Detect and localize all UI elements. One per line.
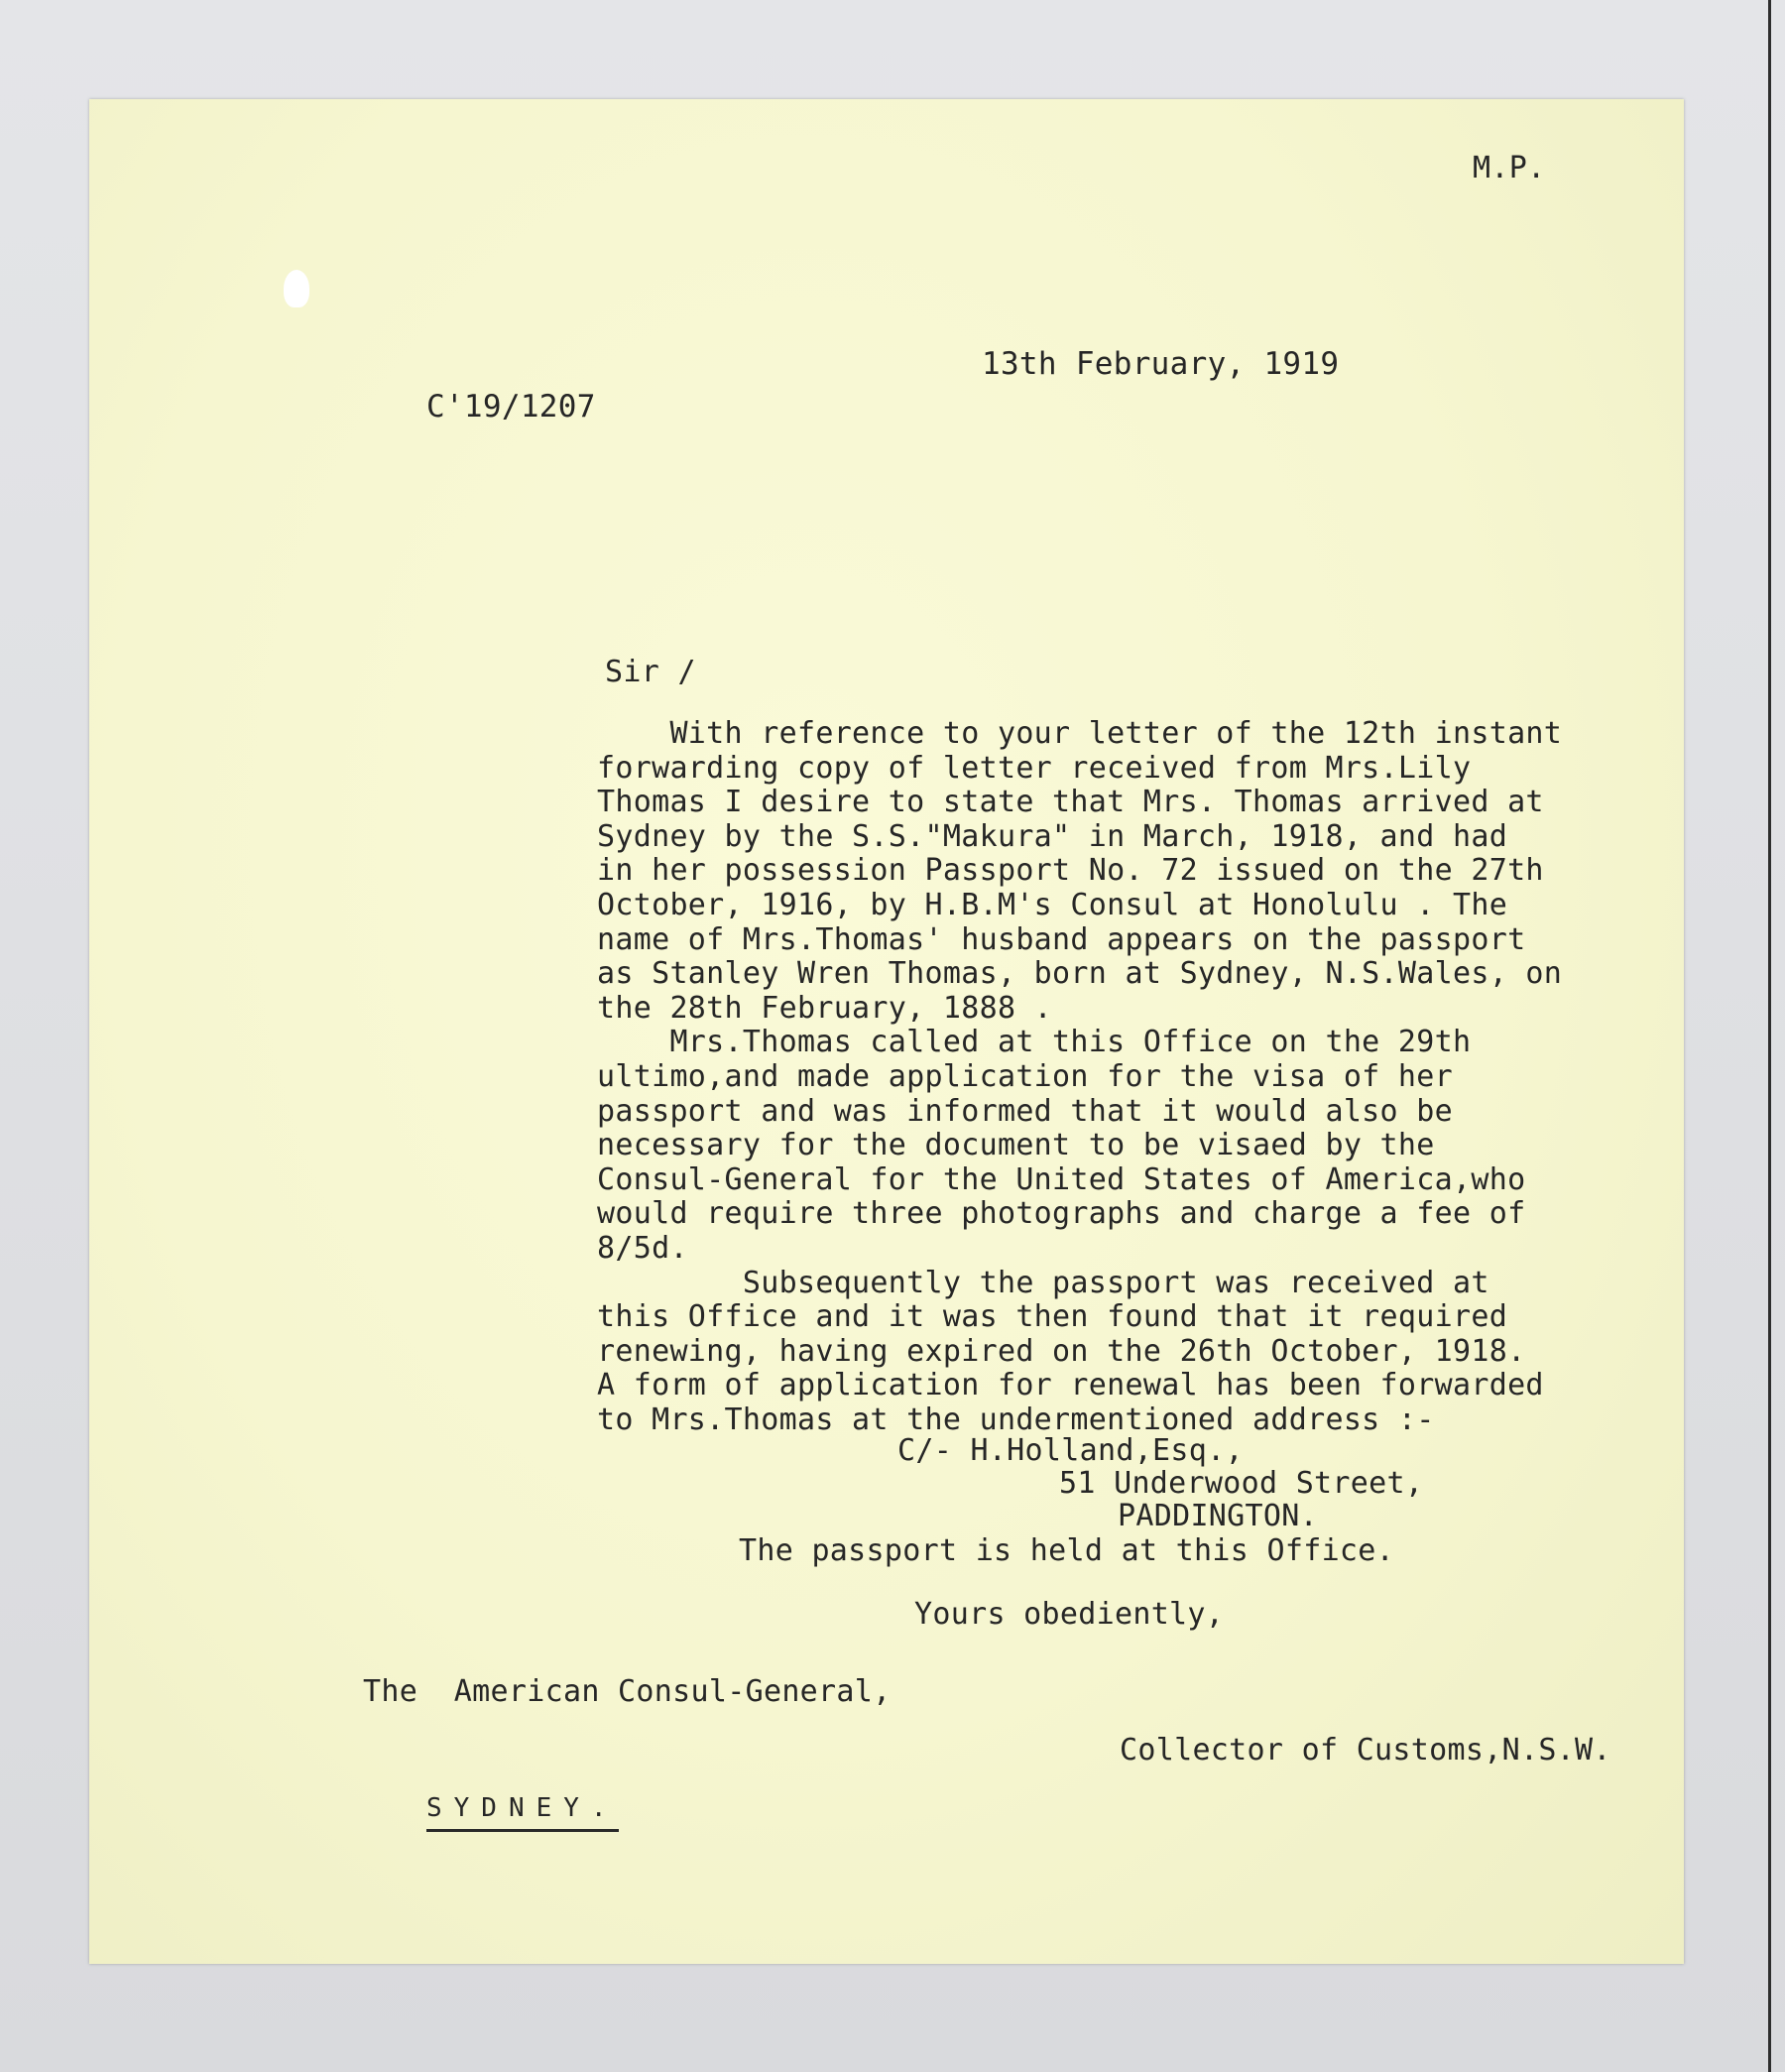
reference-number: C'19/1207 [426,389,596,425]
salutation: Sir / [605,655,696,689]
initials: M.P. [1473,151,1546,185]
body-line: A form of application for renewal has been forwarded [597,1368,1544,1403]
body-line: ultimo,and made application for the visa of her [597,1058,1453,1094]
body-line: necessary for the document to be visaed by the [597,1128,1435,1163]
letter-body [597,716,1562,1436]
body-line: name of Mrs.Thomas' husband appears on the passport [597,921,1526,957]
body-line: the 28th February, 1888 . [597,990,1053,1026]
body-line: October, 1916, by H.B.M's Consul at Honolulu . The [597,887,1508,922]
scan-edge [1768,0,1771,2072]
body-line: Mrs.Thomas called at this Office on the 29th [597,1025,1472,1060]
body-line: would require three photographs and charge a fee of [597,1196,1526,1232]
closing: Yours obediently, [914,1597,1225,1632]
body-line: passport and was informed that it would also be [597,1093,1453,1129]
recipient-city: SYDNEY. [426,1791,619,1832]
address-line-1: C/- H.Holland,Esq., [897,1433,1244,1468]
body-line: Sydney by the S.S."Makura" in March, 1918, and had [597,818,1508,854]
body-line: Consul-General for the United States of America,who [597,1161,1526,1197]
address-line-2: 51 Underwood Street, [1059,1466,1424,1501]
signatory: Collector of Customs,N.S.W. [1120,1733,1611,1767]
letter-date: 13th February, 1919 [982,346,1340,382]
body-line: to Mrs.Thomas at the undermentioned address :- [597,1402,1435,1437]
body-line: Subsequently the passport was received at [597,1265,1489,1300]
address-line-3: PADDINGTON. [1118,1499,1318,1533]
body-line: forwarding copy of letter received from Mrs.Lily [597,750,1472,786]
body-line: 8/5d. [597,1230,688,1266]
body-line: in her possession Passport No. 72 issued on the 27th [597,853,1544,889]
body-line: Thomas I desire to state that Mrs. Thomas arrived at [597,785,1544,820]
body-line: renewing, having expired on the 26th October, 1918. [597,1333,1526,1369]
paper-damage-mark [284,270,309,307]
recipient-title: The American Consul-General, [363,1674,892,1709]
letter-page [89,99,1684,1964]
body-line: as Stanley Wren Thomas, born at Sydney, N.S.Wales, on [597,956,1563,992]
body-line: this Office and it was then found that it required [597,1299,1508,1335]
passport-held-note: The passport is held at this Office. [739,1533,1395,1568]
body-line: With reference to your letter of the 12th instant [597,716,1563,751]
